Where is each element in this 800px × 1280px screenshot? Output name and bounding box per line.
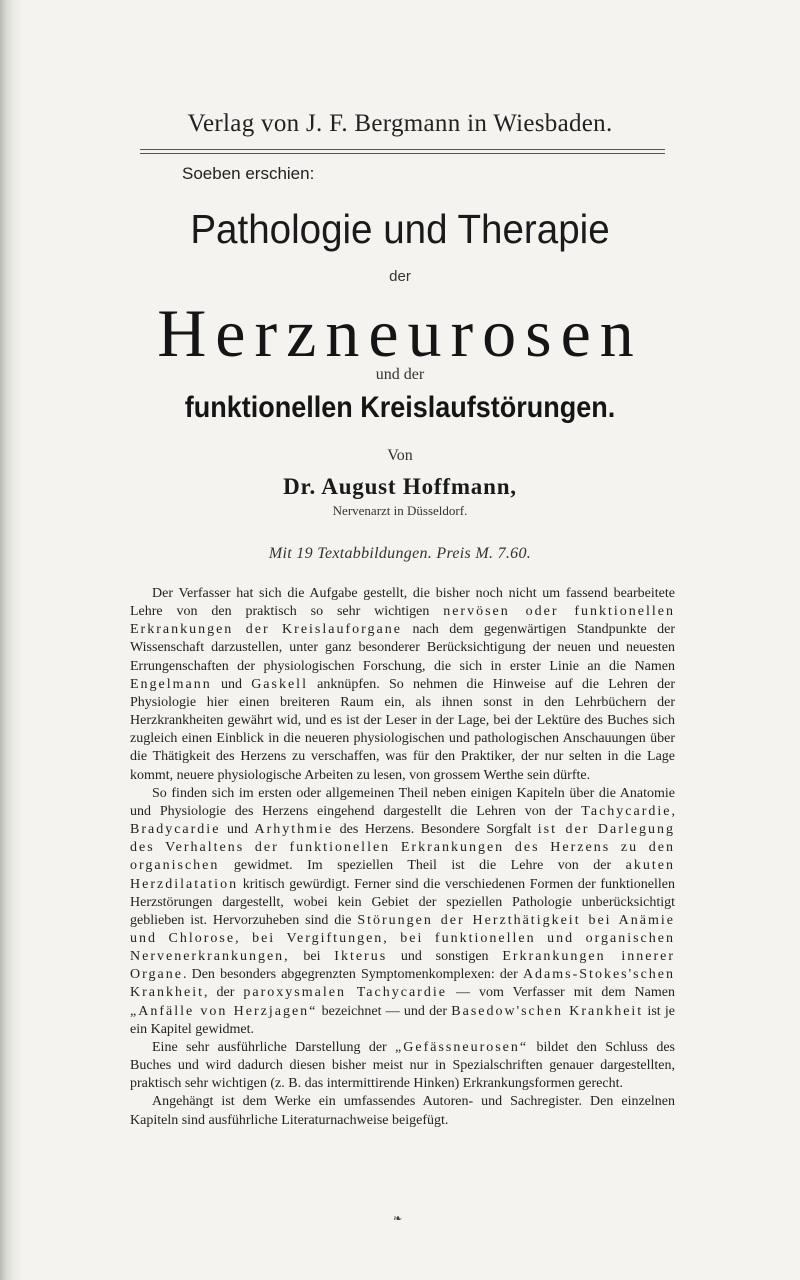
publisher-line: Verlag von J. F. Bergmann in Wiesbaden. <box>187 110 613 137</box>
text-run: , der <box>203 985 244 1001</box>
spaced-term: akuten Herzdilatation <box>130 858 675 892</box>
spaced-term: Tachycardie <box>581 803 672 819</box>
text-run: bezeichnet — und der <box>317 1003 452 1019</box>
author-name: Dr. August Hoffmann, <box>283 474 517 499</box>
text-run: , <box>671 803 675 819</box>
divider-rule <box>140 149 665 150</box>
spaced-term: Basedow'schen Krankheit <box>451 1003 644 1019</box>
text-run: So finden sich im ersten oder allgemeinen Theil neben einigen Kapiteln über die Anatomie und Physiologie des Herzens eingehend dargestellt die Lehren von der <box>130 785 675 819</box>
title-line-1: Pathologie und Therapie <box>190 206 610 252</box>
spaced-term: Adams-Stokes'schen Krankheit <box>130 967 675 1001</box>
ornament-icon: ❧ <box>393 1213 403 1225</box>
divider-rule <box>140 153 665 154</box>
text-run: bildet den Schluss des Buches und wird dadurch diesen bisher meist nur in Spezialschriften genauer dargestellten, praktisch sehr wichtigen (z. B. das intermittirende Hinken) Erkrankungsformen gerecht. <box>130 1039 675 1092</box>
text-run: . Den besonders abgegrenzten Symptomenkomplexen: der <box>182 967 523 983</box>
title-connector-und-der: und der <box>375 366 425 383</box>
text-run: und <box>220 822 255 838</box>
spaced-term: nervösen oder funktionellen Erkrankungen der Kreislauforgane <box>130 604 676 638</box>
text-run: und <box>211 676 252 692</box>
description-text <box>130 585 675 1130</box>
text-run: gewidmet. Im speziellen Theil ist die Lehre von der <box>219 858 626 874</box>
text-run: Der Verfasser hat sich die Aufgabe gestellt, die bisher noch nicht um fassend bearbeitete Lehre von den praktisch so sehr wichtigen <box>130 586 675 620</box>
text-run: nach dem gegenwärtigen Standpunkte der Wissenschaft darzustellen, unter ganz besonderer Berücksichtigung der neuen und neuesten Errungenschaften der physiologischen Forschung, die sich in erster Linie an die Namen <box>130 622 676 674</box>
spaced-term: Engelmann <box>130 676 212 692</box>
text-run: — vom Verfasser mit dem Namen <box>446 985 675 1001</box>
announcement: Soeben erschien: <box>182 164 315 183</box>
spaced-term: „Anfälle von Herzjagen“ <box>130 1003 318 1019</box>
title-main: Herzneurosen <box>157 295 643 371</box>
text-run: bei <box>289 949 335 965</box>
paragraph-3 <box>130 1039 675 1093</box>
spaced-term: ist der Darlegung des Verhaltens der funktionellen Erkrankungen des Herzens zu den organischen <box>130 822 675 874</box>
spaced-term: Arhythmie <box>254 822 334 838</box>
text-run: anknüpfen. So nehmen die Hinweise auf die Lehren der Physiologie hier einen breiteren Raum ein, als ihnen sonst in den Lehrbüchern der Herzkrankheiten gewährt wid, und es ist der Leser in der Lage, bei der Lektüre des Buches sich zugleich einen Einblick in die neueren physiologischen und pathologischen Anschauungen über die Thätigkeit des Herzens zu verschaffen, was für den Praktiker, der nur selten in die Lage kommt, neuere physiologische Arbeiten zu lesen, von grossem Werthe sein dürfte. <box>130 676 676 783</box>
paragraph-2 <box>130 785 675 1039</box>
title-line-3: funktionellen Kreislaufstörungen. <box>184 391 616 424</box>
illustrations-and-price: Mit 19 Textabbildungen. Preis M. 7.60. <box>268 545 532 562</box>
text-run: des Herzens. Besondere Sorgfalt <box>333 822 538 838</box>
text-run: kritisch gewürdigt. Ferner sind die verschiedenen Formen der funktionellen Herzstörungen dargestellt, wobei kein Gebiet der speziellen Pathologie unberücksichtigt geblieben ist. Hervorzuheben sind die <box>130 876 675 928</box>
spaced-term: „Gefässneurosen“ <box>395 1039 529 1055</box>
spaced-term: Gaskell <box>251 676 308 692</box>
spaced-term: paroxysmalen Tachycardie <box>243 985 447 1001</box>
spaced-term: Erkrankungen innerer Organe <box>130 949 676 983</box>
text-run: ist je ein Kapitel gewidmet. <box>130 1003 675 1037</box>
text-run: Eine sehr ausführliche Darstellung der <box>152 1039 396 1055</box>
paragraph-4: Angehängt ist dem Werke ein umfassendes Autoren- und Sachregister. Den einzelnen Kapiteln sind ausführliche Literaturnachweise beigefügt. <box>130 1094 675 1128</box>
author-role: Nervenarzt in Düsseldorf. <box>332 503 468 518</box>
text-run: und sonstigen <box>387 949 503 965</box>
by-line: Von <box>387 447 413 464</box>
spaced-term: Ikterus <box>334 949 388 965</box>
spaced-term: Störungen der Herzthätigkeit bei Anämie und Chlorose, bei Vergiftungen, bei funktionellen und organischen Nervenerkrankungen, <box>130 912 675 965</box>
spaced-term: Bradycardie <box>130 822 221 838</box>
title-connector-der: der <box>389 268 411 285</box>
paragraph-1 <box>130 585 675 785</box>
